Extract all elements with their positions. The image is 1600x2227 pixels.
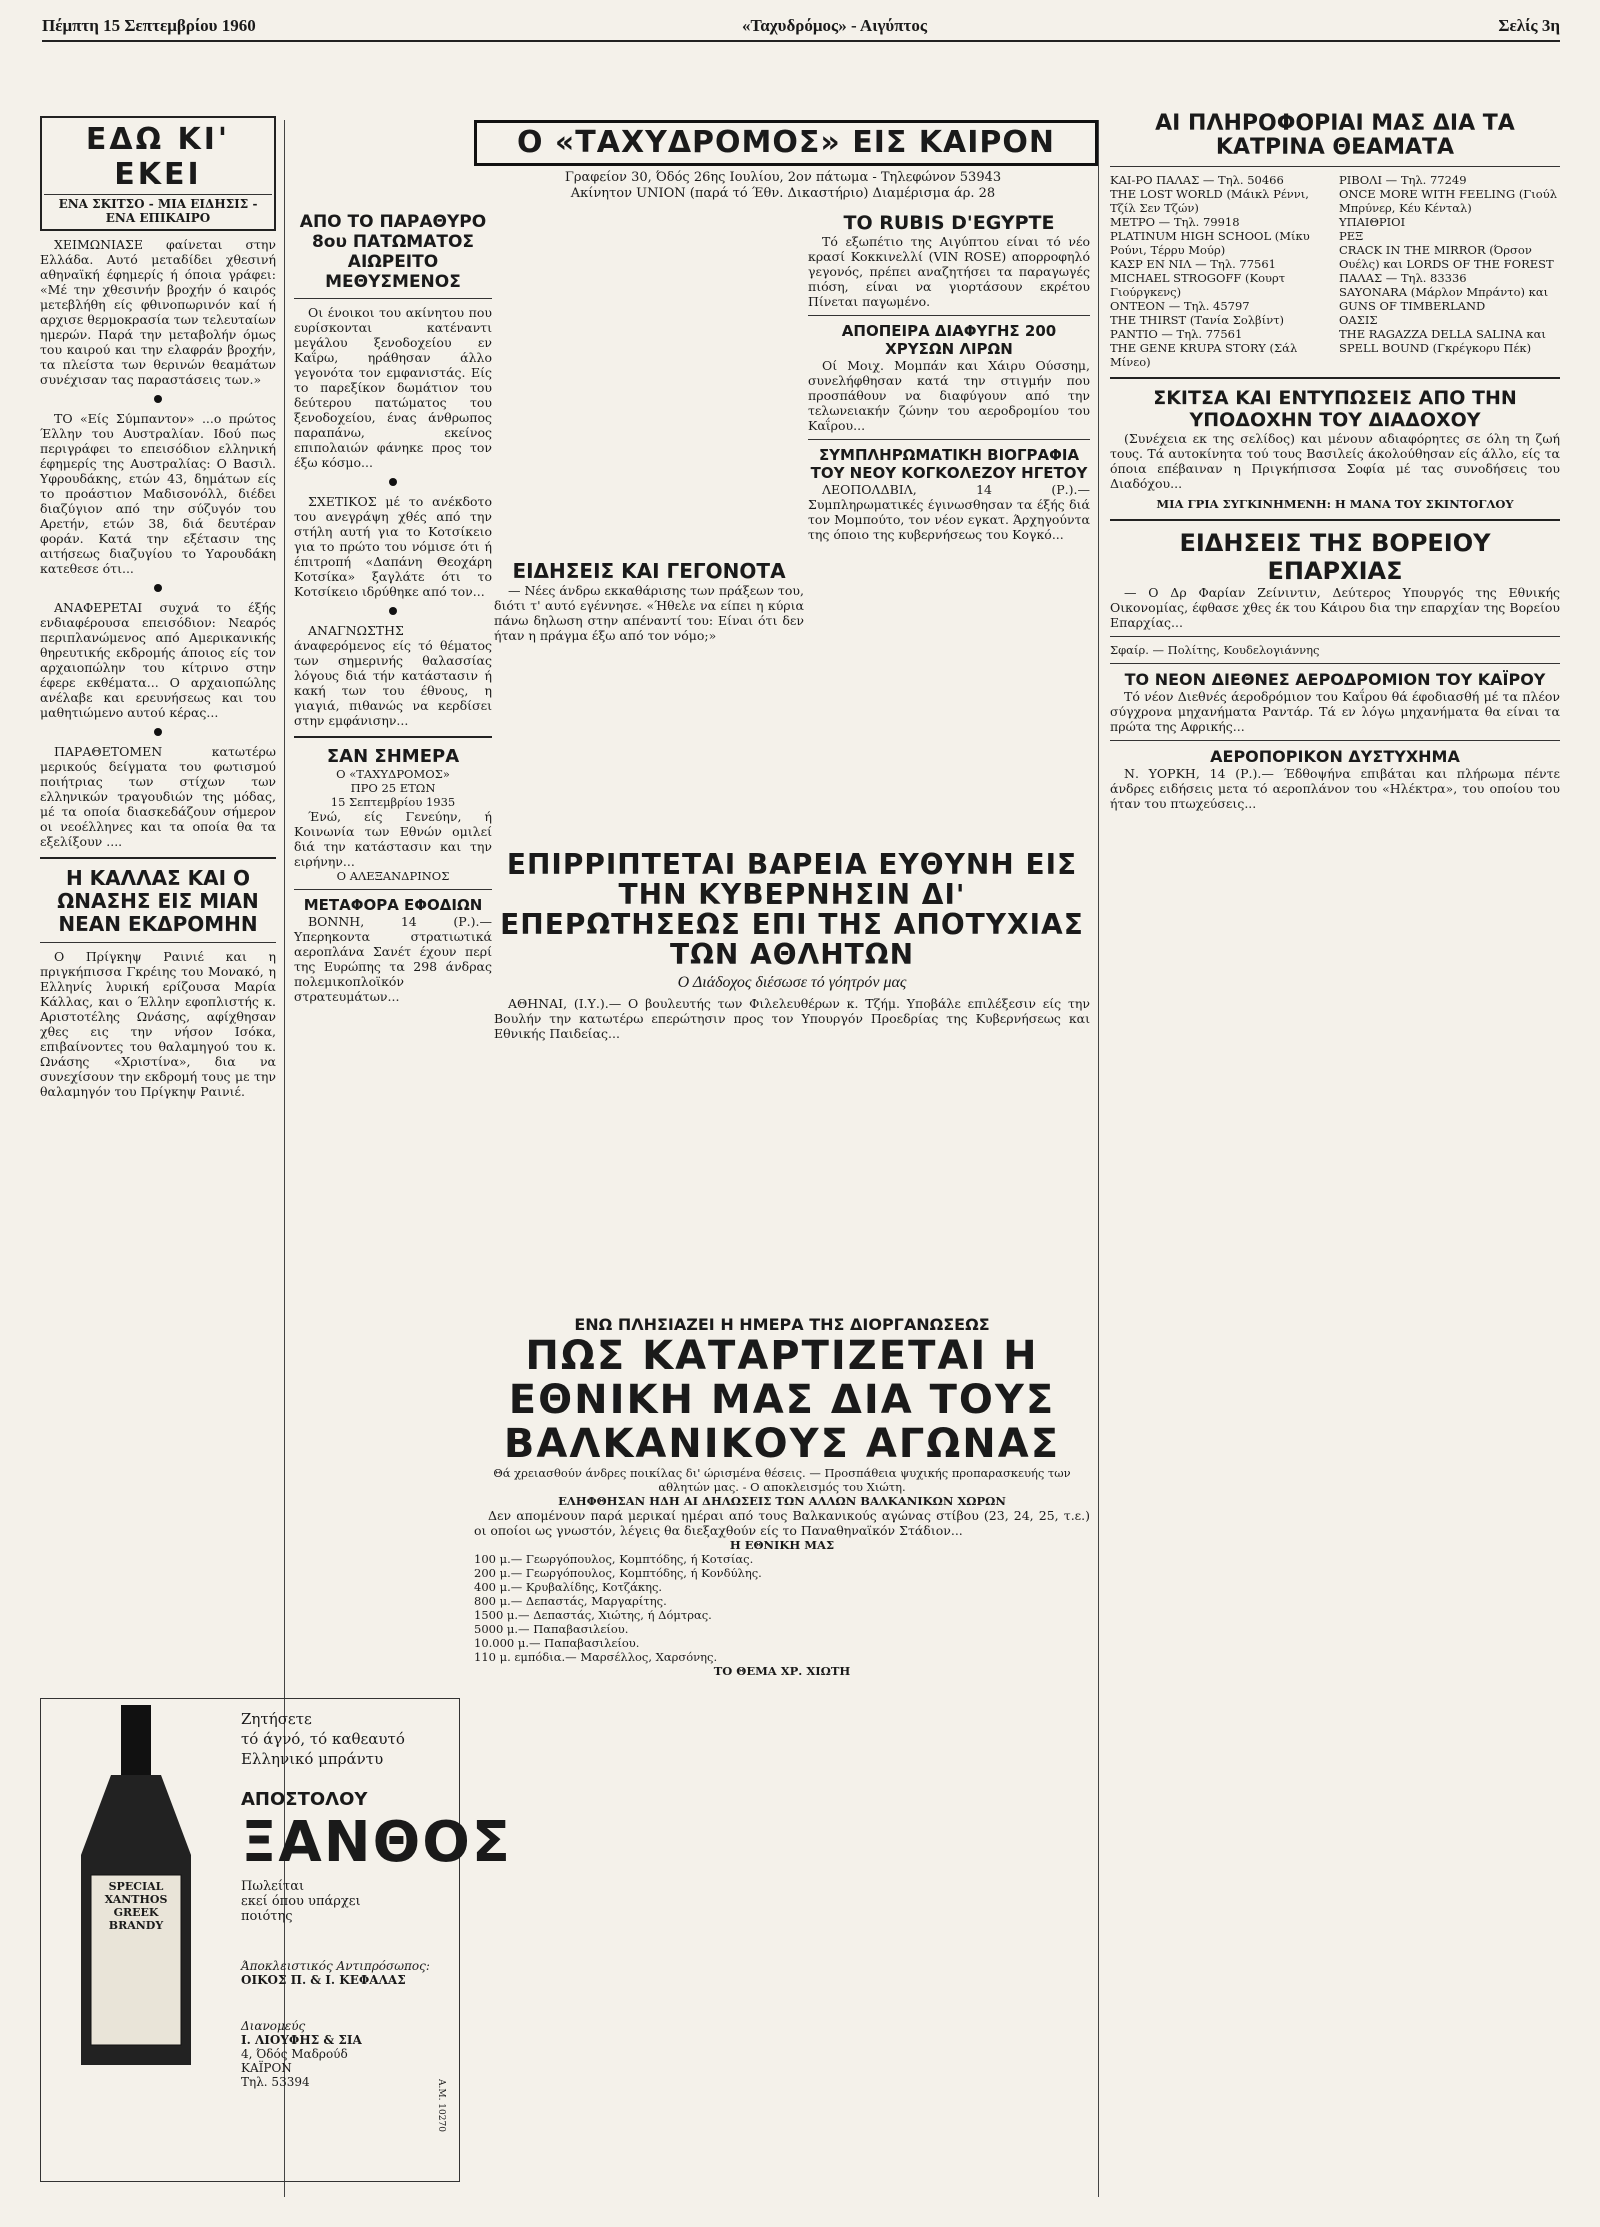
ad-slogan-line: τό άγνό, τό καθεαυτό (241, 1730, 405, 1748)
theater-line: ΥΠΑΙΘΡΙΟΙ (1339, 215, 1406, 229)
rubis-text: Τό εξωπέτιο της Αιγύπτου είναι τό νέο κρασί Κοκκινελλί (VIN ROSE) απορροφηλό γεγονός, πρέπει αναζητήσει τα παραγωγές πιόση, είναι να γιορτάσουν εκρέτου Πίνεται παγωμένο. (808, 234, 1090, 309)
theater-line: ΚΑΣΡ ΕΝ ΝΙΛ — Τηλ. 77561 (1110, 257, 1276, 271)
divider (808, 315, 1090, 316)
biography-headline: ΣΥΜΠΛΗΡΩΜΑΤΙΚΗ ΒΙΟΓΡΑΦΙΑ ΤΟΥ ΝΕΟΥ ΚΟΓΚΟΛΕΖΟΥ ΗΓΕΤΟΥ (810, 446, 1088, 482)
san-simera-line: ΠΡΟ 25 ΕΤΩΝ (350, 781, 436, 795)
ad-slogan-line: Ελληνικό μπράντυ (241, 1750, 384, 1768)
airport-text: Τό νέον Διεθνές άεροδρόμιον του Καΐρου θά έφοδιασθή μέ τα πλέον σύγχρονα μηχανήματα Ραντάρ. Τά εν λόγω μηχανήματα θα είναι τα πρώτα της Αφρικής... (1110, 689, 1560, 734)
page-number: Σελίς 3η (1498, 16, 1560, 35)
theaters-listing (1110, 173, 1560, 369)
bottle-label-text: SPECIAL (108, 1880, 164, 1893)
ad-sold-line: ποιότης (241, 1909, 293, 1924)
theater-line: ΡΙΒΟΛΙ — Τηλ. 77249 (1339, 173, 1467, 187)
games-subhead2: ΕΛΗΦΘΗΣΑΝ ΗΔΗ ΑΙ ΔΗΛΩΣΕΙΣ ΤΩΝ ΑΛΛΩΝ ΒΑΛΚΑΝΙΚΩΝ ΧΩΡΩΝ (558, 1494, 1006, 1508)
divider (1110, 166, 1560, 167)
theater-line: THE THIRST (Τανία Σολβίντ) (1110, 313, 1285, 327)
theater-line: ΠΑΛΑΣ — Τηλ. 83336 (1339, 271, 1467, 285)
ad-code: Α.Μ. 10270 (436, 2079, 446, 2132)
article-paragraph: ΑΝΑΦΕΡΕΤΑΙ συχνά το έξής ενδιαφέρουσα επεισόδιον: Νεαρός περιπλανώμενος από Αμερικανικής θηρευτικής εκδρομής άποιος είς τον αρχαιοπώλην του κίτρινο στην έφερε εκθέματα... Ο αρχαιοπώλης ανέλαβε και ερευνήσεως και του μαθητιώμενο αυτού κέρας... (40, 600, 276, 720)
bottle-label-text: XANTHOS (104, 1893, 168, 1906)
article-paragraph: ΠΑΡΑΘΕΤΟΜΕΝ κατωτέρω μερικούς δείγματα του φωτισμού ποιήτριας των στίχων των ελληνικών τραγουδιών της μόδας, μέ τα οποία διασκεδάζουν σήμερον οι νεοέλληνες και τα οποία θα τα εξελίξουν .... (40, 744, 276, 849)
kallas-onasis-text: Ο Πρίγκηψ Ραινιέ και η πριγκήπισσα Γκρέιης του Μονακό, η Ελληνίς λυρική ερίζουσα Μαρία Κάλλας, και ο Έλλην εφοπλιστής κ. Αριστοτέλης Ωνάσης, αφίχθησαν χθες εις την νήσον Ισόκα, επιβαίνοντες του θαλαμηγού του κ. Ωνάσης «Χριστίνα», δια να συνεχίσουν την εκδρομή τους με την θαλαμηγόν του Πρίγκηψ Ραινιέ. (40, 949, 276, 1099)
responsibility-subhead: Ο Διάδοχος διέσωσε τό γόητρόν μας (677, 974, 907, 991)
masthead-address-line2: Ακίνητον UNION (παρά τό Έθν. Δικαστήριο) Διαμέρισμα άρ. 28 (570, 186, 996, 201)
divider (1110, 519, 1560, 521)
theater-line: THE GENE KRUPA STORY (Σάλ Μίνεο) (1110, 341, 1298, 369)
ad-brand-name: ΞΑΝΘΟΣ (241, 1810, 513, 1875)
theater-line: CRACK IN THE MIRROR (Όρσον Ουέλς) και LORDS OF THE FOREST (1339, 243, 1554, 271)
kallas-onasis-headline: Η ΚΑΛΛΑΣ ΚΑΙ Ο ΩΝΑΣΗΣ ΕΙΣ ΜΙΑΝ ΝΕΑΝ ΕΚΔΡΟΜΗΝ (57, 866, 259, 936)
attempt-headline: ΑΠΟΠΕΙΡΑ ΔΙΑΦΥΓΗΣ 200 ΧΡΥΣΩΝ ΛΙΡΩΝ (841, 322, 1057, 358)
ad-agent-name: ΟΙΚΟΣ Π. & Ι. ΚΕΦΑΛΑΣ (241, 1973, 406, 1987)
theater-line: THE LOST WORLD (Μάικλ Ρέννι, Τζίλ Σεν Τζών) (1110, 187, 1309, 215)
column-5 (1110, 112, 1560, 2197)
ad-dist-line: ΚΑΪΡΟΝ (241, 2061, 292, 2075)
games-kicker: ΕΝΩ ΠΛΗΣΙΑΖΕΙ Η ΗΜΕΡΑ ΤΗΣ ΔΙΟΡΓΑΝΩΣΕΩΣ (574, 1315, 990, 1334)
article-paragraph: ΧΕΙΜΩΝΙΑΣΕ φαίνεται στην Ελλάδα. Αυτό μεταδίδει χθεσινή αθηναϊκή έφημερίς ή όποια γράφει: «Μέ την χθεσινήν βροχήν ό καιρός μετεβλήθη είς φθινοπωρινόν καί ή αρχισε θερμοκρασία των τελευταίων ημερών. Παρά την μεταβολήν όμως του καιρού και την ελαφράν βροχήν, τα πλείστα των θερινών θεαμάτων συνέχισαν τας παραστάσεις των.» (40, 237, 276, 387)
edo-ki-ekei-box (40, 116, 276, 231)
san-simera-line: Ο «ΤΑΧΥΔΡΟΜΟΣ» (336, 767, 450, 781)
games-text: Δεν απομένουν παρά μερικαί ημέραι από τους Βαλκανικούς αγώνας στίβου (23, 24, 25, τ.ε.) οι οποίοι ως γνωστόν, λέγεις θα διεξαχθούν είς το Παναθηναϊκόν Στάδιον... (474, 1508, 1090, 1538)
skitsa-headline: ΣΚΙΤΣΑ ΚΑΙ ΕΝΤΥΠΩΣΕΙΣ ΑΠΟ ΤΗΝ ΥΠΟΔΟΧΗΝ ΤΟΥ ΔΙΑΔΟΧΟΥ (1153, 387, 1517, 431)
theater-line: PLATINUM HIGH SCHOOL (Μίκυ Ρούνι, Τέρρυ Μούρ) (1110, 229, 1310, 257)
san-simera-title: ΣΑΝ ΣΗΜΕΡΑ (326, 746, 460, 767)
bullet-separator (154, 395, 162, 403)
ad-slogan (241, 1709, 451, 1769)
theater-line: ΜΕΤΡΟ — Τηλ. 79918 (1110, 215, 1240, 229)
ad-dist-line: 4, Όδός Μαδρούδ (241, 2047, 348, 2061)
divider (1110, 740, 1560, 741)
theater-line: MICHAEL STROGOFF (Κουρτ Γιούργκενς) (1110, 271, 1286, 299)
san-simera-text: Ένώ, είς Γενεύην, ή Κοινωνία των Εθνών ομιλεί διά την κατάστασιν και την ειρήνην... (294, 809, 492, 869)
divider (1110, 663, 1560, 664)
games-subhead: Θά χρειασθούν άνδρες ποικίλας δι' ώρισμένα θέσεις. — Προσπάθεια ψυχικής προπαρασκευής των αθλητών μας. - Ο αποκλεισμός του Χιώτη. (493, 1466, 1071, 1494)
theaters-right (1339, 173, 1560, 369)
article-paragraph: ΣΧΕΤΙΚΟΣ μέ το ανέκδοτο του ανεγράψη χθές από την στήλη αυτή για το Κοτσίκειο για το πρώτο του νόμισε ότι ή έπιτροπή «Δαπάνη Θεοχάρη Κοτσίκα» ξαγλάτε ότι το Κοτσίκειο ιδρύθηκε από τον... (294, 494, 492, 599)
ad-slogan-line: Ζητήσετε (241, 1710, 312, 1728)
rubis-headline: ΤΟ RUBIS D'EGYPTE (843, 212, 1055, 234)
theaters-left (1110, 173, 1331, 369)
theater-line: THE RAGAZZA DELLA SALINA και SPELL BOUND (Γκρέγκορυ Πέκ) (1339, 327, 1546, 355)
column-rule (1098, 120, 1099, 2197)
games-team-heading: Η ΕΘΝΙΚΗ ΜΑΣ (729, 1538, 835, 1552)
brandy-ad (40, 1690, 513, 2180)
bottle-label-text: GREEK (113, 1906, 159, 1919)
biography-text: ΛΕΟΠΟΛΔΒΙΛ, 14 (Ρ.).— Συμπληρωματικές έγινωσθησαν τα έξής διά τον Μομπούτο, τον νέον εγκατ. Άρχηγούντα της όποιο της κυβερνήσεως του Κογκό... (808, 482, 1090, 542)
san-simera-sign: Ο ΑΛΕΞΑΝΔΡΙΝΟΣ (336, 869, 450, 883)
bullet-separator (389, 607, 397, 615)
article-paragraph: ΑΝΑΓΝΩΣΤΗΣ άναφερόμενος είς τό θέματος των σημερινής θαλασσίας λόγους διά τήν κατάστασιν ή κακή των του έθνους, η γιαγιά, πιθανώς να κερδίσει στην εμφάνισην... (294, 623, 492, 728)
skitsa-text: (Συνέχεια εκ της σελίδος) και μένουν αδιαφόρητες σε όλη τη ζωή τους. Τά αυτοκίνητα τού τους Βασιλείς άκολούθησαν είς άλλο, είς τα όποια επέβαιναν η Πριγκήπισσα Σοφία μέ τας συνοδήσεις του Διαδόχου... (1110, 431, 1560, 491)
news-section (494, 560, 804, 820)
attempt-text: Οί Μοιχ. Μομπάν και Χάιρυ Ούσσημ, συνελήφθησαν κατά την στιγμήν που προσπάθουν να διαφύγουν από την τελωνειακήν ζώνην του αεροδρομίου του Καΐρου... (808, 358, 1090, 433)
ad-box (40, 1698, 513, 2182)
ad-agent-label: Άποκλειστικός Αντιπρόσωπος: (241, 1959, 430, 1973)
games-section (474, 1315, 1090, 2195)
theater-line: ONCE MORE WITH FEELING (Γιούλ Μπρύνερ, Κέυ Κένταλ) (1339, 187, 1558, 215)
theater-line: SAYONARA (Μάρλον Μπράντο) και GUNS OF TIMBERLAND (1339, 285, 1549, 313)
divider (40, 857, 276, 859)
divider (294, 736, 492, 738)
article-paragraph: ΤΟ «Είς Σύμπαντον» ...ο πρώτος Έλλην του Αυστραλίαν. Ιδού πως περιγράφει το επεισόδιον ελληνική έφημερίς της Αυστραλίας: Ο Βασιλ. Υφρουδάκης, ετών 43, δημάτων είς το προάστιον Μαδισονόλλ, διέδει διαζύγιον από την σύζυγόν του Αρετήν, ετών 38, διά δευτέραν φοράν. Κατά την εξέτασιν της αιτήσεως διαζυγίου το Υαρουδάκη κατεθεσε ότι... (40, 411, 276, 576)
divider (808, 439, 1090, 440)
divider (40, 942, 276, 943)
bullet-separator (154, 728, 162, 736)
grandma-headline: ΜΙΑ ΓΡΙΑ ΣΥΓΚΙΝΗΜΕΝΗ: Η ΜΑΝΑ ΤΟΥ ΣΚΙΝΤΟΓΛΟΥ (1156, 497, 1514, 511)
divider (1110, 636, 1560, 637)
theater-line: ΡΕΞ (1339, 229, 1364, 243)
crash-text: Ν. ΥΟΡΚΗ, 14 (Ρ.).— Έδθοψήνα επιβάται και πλήρωμα πέντε άνδρες ειδήσεις μετα τό αεροπλάνον του «Ηλέκτρα», του οποίου του ήταν του πτωχεύσεις... (1110, 766, 1560, 811)
sport-line: Σφαίρ. — Πολίτης, Κουδελογιάννης (1110, 643, 1320, 657)
masthead-title: Ο «ΤΑΧΥΔΡΟΜΟΣ» ΕΙΣ ΚΑΙΡΟΝ (474, 120, 1098, 166)
ad-brand (241, 1789, 513, 1875)
ad-sold (241, 1879, 451, 1924)
masthead-address-line1: Γραφείον 30, Όδός 26ης Ιουλίου, 2ον πάτωμα - Τηλεφώνον 53943 (564, 170, 1002, 185)
divider (294, 298, 492, 299)
divider (294, 889, 492, 890)
issue-date: Πέμπτη 15 Σεπτεμβρίου 1960 (42, 16, 256, 35)
bottle-label (91, 1880, 181, 1932)
theaters-headline: ΑΙ ΠΛΗΡΟΦΟΡΙΑΙ ΜΑΣ ΔΙΑ ΤΑ ΚΑΤΡΙΝΑ ΘΕΑΜΑΤΑ (1155, 111, 1515, 160)
transport-text: ΒΟΝΝΗ, 14 (Ρ.).— Υπερηκοντα στρατιωτικά αεροπλάνα Σανέτ έχουν περί της Ευρώπης τα 298 άνδρας πολεμικοπλοϊκόν στρατευμάτων... (294, 914, 492, 1004)
paper-name: «Ταχυδρόμος» - Αιγύπτος (742, 16, 928, 35)
ad-sold-line: Πωλείται (241, 1879, 305, 1894)
article-paragraph: Οι ένοικοι του ακίνητου που ευρίσκονται κατέναντι μεγάλου ξενοδοχείου εν Καΐρω, ηράθησαν άλλο γεγονότα τον εμφανιστάς. Είς το παρεξίκον δωμάτιον του δεύτερου πατώματος του ξενοδοχείου, ένας άνθρωπος παραπάνω, εκείνος επιπολαιών φάνηκε προς τον έξω κόσμο... (294, 305, 492, 470)
bullet-separator (389, 478, 397, 486)
north-headline: ΕΙΔΗΣΕΙΣ ΤΗΣ ΒΟΡΕΙΟΥ ΕΠΑΡΧΙΑΣ (1179, 529, 1491, 585)
north-text: — Ο Δρ Φαρίαν Ζείνιντιν, Δεύτερος Υπουργός της Εθνικής Οικονομίας, έφθασε χθες έκ του Κάιρου δια την επαρχίαν της Βορείου Επαρχίας... (1110, 585, 1560, 630)
bottle-label-text: BRANDY (108, 1919, 164, 1932)
masthead-address (474, 170, 1092, 202)
ad-dist-label: Διανομεύς (241, 2019, 306, 2033)
games-results: 100 μ.— Γεωργόπουλος, Κομπτόδης, ή Κοτσίας. 200 μ.— Γεωργόπουλος, Κομπτόδης, ή Κονδύλης. 400 μ.— Κρυβαλίδης, Κοτζάκης. 800 μ.— Δεπαστάς, Μαργαρίτης. 1500 μ.— Δεπαστάς, Χιώτης, ή Δόμτρας. 5000 μ.— Παπαβασιλείου. 10.000 μ.— Παπαβασιλείου. 110 μ. εμπόδια.— Μαρσέλλος, Χαρσόνης. (474, 1552, 762, 1664)
xiotis-heading: ΤΟ ΘΕΜΑ ΧΡ. ΧΙΩΤΗ (713, 1664, 851, 1678)
responsibility-text: ΑΘΗΝΑΙ, (Ι.Υ.).— Ο βουλευτής των Φιλελευθέρων κ. Τζήμ. Υποβάλε επιλέξεσιν είς την Βουλήν την κατωτέρω επερώτησιν προς τον Υπουργόν Προεδρίας της Κυβερνήσεως και Εθνικής Παιδείας... (494, 996, 1090, 1041)
theater-line: ΡΑΝΤΙΟ — Τηλ. 77561 (1110, 327, 1243, 341)
ad-brand-prefix: ΑΠΟΣΤΟΛΟΥ (241, 1789, 368, 1810)
drunk-man-headline: ΑΠΟ ΤΟ ΠΑΡΑΘΥΡΟ 8ου ΠΑΤΩΜΑΤΟΣ ΑΙΩΡΕΙΤΟ ΜΕΘΥΣΜΕΝΟΣ (299, 212, 487, 292)
ad-agent (241, 1959, 451, 1987)
responsibility-headline: ΕΠΙΡΡΙΠΤΕΤΑΙ ΒΑΡΕΙΑ ΕΥΘΥΝΗ ΕΙΣ ΤΗΝ ΚΥΒΕΡΝΗΣΙΝ ΔΙ' ΕΠΕΡΩΤΗΣΕΩΣ ΕΠΙ ΤΗΣ ΑΠΟΤΥΧΙΑΣ ΤΩΝ ΑΘΛΗΤΩΝ (500, 848, 1084, 971)
crash-headline: ΑΕΡΟΠΟΡΙΚΟΝ ΔΥΣΤΥΧΗΜΑ (1210, 747, 1460, 766)
ad-dist-line: Τηλ. 53394 (241, 2075, 310, 2089)
page-header-line (42, 14, 1560, 42)
theater-line: ΚΑΙ-ΡΟ ΠΑΛΑΣ — Τηλ. 50466 (1110, 173, 1284, 187)
theater-line: ΟΝΤΕΟΝ — Τηλ. 45797 (1110, 299, 1250, 313)
edo-ki-ekei-title: ΕΔΩ ΚΙ' ΕΚΕΙ (85, 122, 231, 192)
theater-line: ΟΑΣΙΣ (1339, 313, 1378, 327)
airport-headline: ΤΟ ΝΕΟΝ ΔΙΕΘΝΕΣ ΑΕΡΟΔΡΟΜΙΟΝ ΤΟΥ ΚΑΪΡΟΥ (1124, 670, 1546, 689)
ad-distributor (241, 2019, 451, 2089)
bullet-separator (154, 584, 162, 592)
news-headline: ΕΙΔΗΣΕΙΣ ΚΑΙ ΓΕΓΟΝΟΤΑ (512, 559, 786, 583)
divider (1110, 377, 1560, 379)
ad-bottle (51, 1705, 221, 2079)
edo-ki-ekei-subtitle: ΕΝΑ ΣΚΙΤΣΟ - ΜΙΑ ΕΙΔΗΣΙΣ - ΕΝΑ ΕΠΙΚΑΙΡΟ (44, 194, 272, 225)
responsibility-section (494, 850, 1090, 1270)
ad-sold-line: εκεί όπου υπάρχει (241, 1894, 361, 1909)
ad-dist-line: Ι. ΛΙΟΥΦΗΣ & ΣΙΑ (241, 2033, 362, 2047)
transport-title: ΜΕΤΑΦΟΡΑ ΕΦΟΔΙΩΝ (303, 896, 483, 914)
news-text: — Νέες άνδρω εκκαθάρισης των πράξεων του, διότι τ' αυτό εγέννησε. «Ήθελε να είπει η κύρια πάνω δηλωση στην απέναντί του: Είναι ότι δεν ήταν η πράγμα έξω από τον νόμο;» (494, 583, 804, 643)
san-simera-line: 15 Σεπτεμβρίου 1935 (330, 795, 456, 809)
games-headline: ΠΩΣ ΚΑΤΑΡΤΙΖΕΤΑΙ Η ΕΘΝΙΚΗ ΜΑΣ ΔΙΑ ΤΟΥΣ ΒΑΛΚΑΝΙΚΟΥΣ ΑΓΩΝΑΣ (503, 1333, 1061, 1467)
